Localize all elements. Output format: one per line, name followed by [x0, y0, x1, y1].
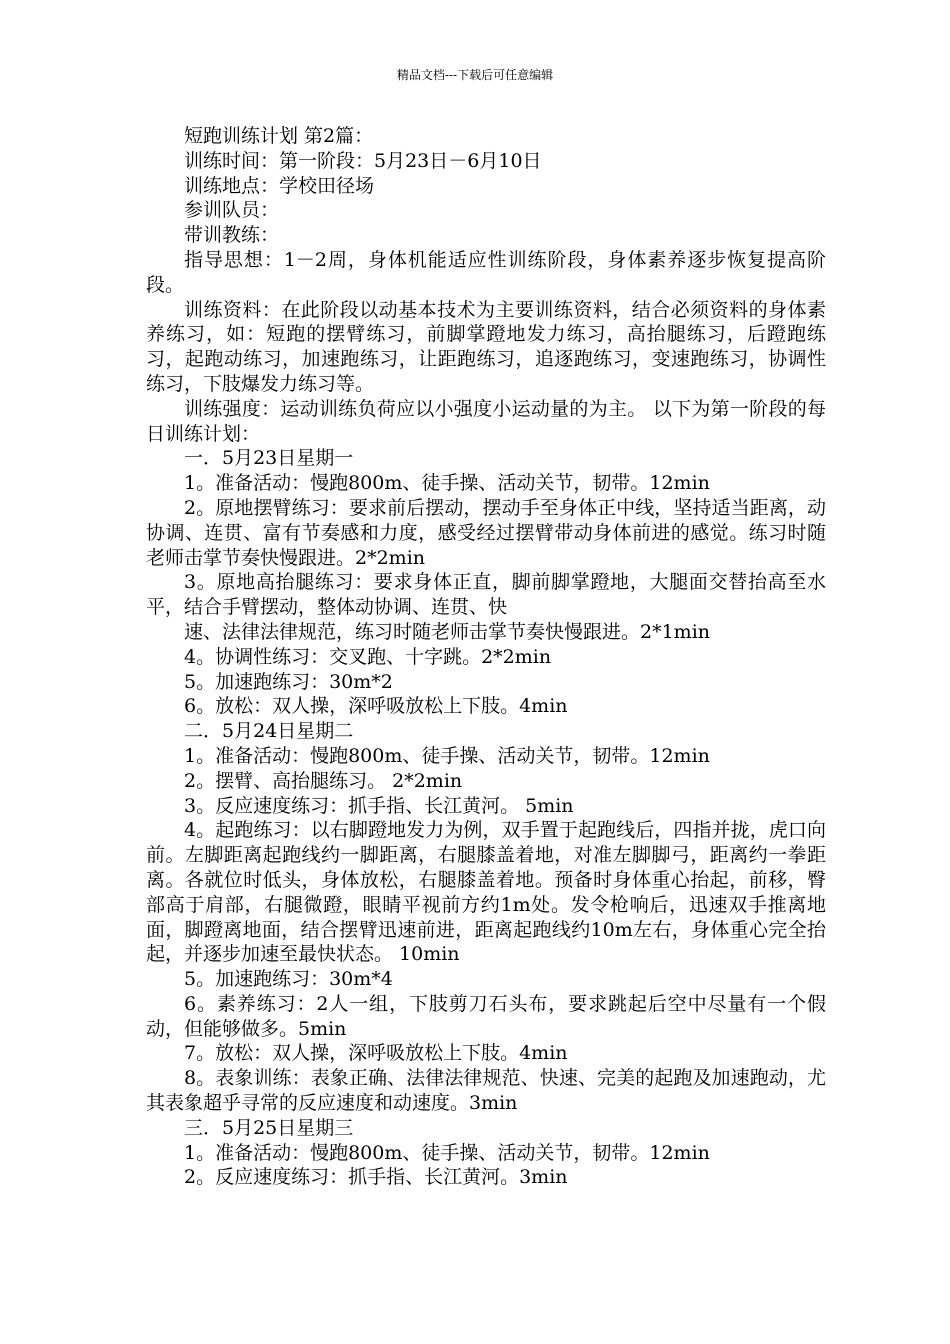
list-item: 1。准备活动：慢跑800m、徒手操、活动关节，韧带。12min	[184, 744, 710, 767]
list-item: 4。协调性练习：交叉跑、十字跳。2*2min	[184, 645, 552, 668]
list-item: 8。表象训练：表象正确、法律法律规范、快速、完美的起跑及加速跑动，尤其表象超乎寻常的反应速度和动速度。3min	[146, 1067, 826, 1115]
list-item: 5。加速跑练习：30m*4	[184, 968, 393, 991]
list-item: 6。放松：双人操，深呼吸放松上下肢。4min	[184, 695, 568, 718]
day-heading: 三．5月25日星期三	[184, 1116, 354, 1139]
doc-title: 短跑训练计划 第2篇：	[184, 125, 374, 147]
coach: 带训教练：	[184, 224, 280, 247]
list-item: 4。起跑练习：以右脚蹬地发力为例，双手置于起跑线后，四指并拢，虎口向前。左脚距离起跑线约一脚距离，右腿膝盖着地，对准左脚脚弓，距离约一拳距离。各就位时低头，身体放松，右腿膝盖着地。预备时身体重心抬起，前移，臀部高于肩部，右腿微蹬，眼睛平视前方约1m处。发令枪响后，迅速双手推离地面，脚蹬离地面，结合摆臂迅速前进，距离起跑线约10m左右，身体重心完全抬起，并逐步加速至最快状态。 10min	[146, 819, 826, 966]
list-item: 速、法律法律规范，练习时随老师击掌节奏快慢跟进。2*1min	[184, 620, 711, 643]
guiding-idea: 指导思想：1－2周，身体机能适应性训练阶段，身体素养逐步恢复提高阶段。	[146, 248, 826, 296]
list-item: 3。反应速度练习：抓手指、长江黄河。 5min	[184, 794, 574, 817]
list-item: 2。反应速度练习：抓手指、长江黄河。3min	[184, 1166, 568, 1189]
list-item: 1。准备活动：慢跑800m、徒手操、活动关节，韧带。12min	[184, 472, 710, 495]
list-item: 2。原地摆臂练习：要求前后摆动，摆动手至身体正中线，坚持适当距离，动协调、连贯、富有节奏感和力度，感受经过摆臂带动身体前进的感觉。练习时随老师击掌节奏快慢跟进。2*2min	[146, 496, 826, 569]
list-item: 7。放松：双人操，深呼吸放松上下肢。4min	[184, 1042, 568, 1065]
list-item: 2。摆臂、高抬腿练习。 2*2min	[184, 769, 463, 792]
training-time: 训练时间：第一阶段：5月23日－6月10日	[184, 149, 542, 172]
training-location: 训练地点：学校田径场	[184, 174, 375, 197]
list-item: 3。原地高抬腿练习：要求身体正直，脚前脚掌蹬地，大腿面交替抬高至水平，结合手臂摆动，整体动协调、连贯、快	[146, 571, 826, 619]
training-intensity: 训练强度：运动训练负荷应以小强度小运动量的为主。 以下为第一阶段的每日训练计划：	[146, 397, 826, 445]
day-heading: 二．5月24日星期二	[184, 720, 354, 743]
training-content: 训练资料：在此阶段以动基本技术为主要训练资料，结合必须资料的身体素养练习，如：短跑的摆臂练习，前脚掌蹬地发力练习，高抬腿练习，后蹬跑练习，起跑动练习，加速跑练习，让距跑练习，追逐跑练习，变速跑练习，协调性练习，下肢爆发力练习等。	[146, 298, 826, 395]
list-item: 6。素养练习：2人一组，下肢剪刀石头布，要求跳起后空中尽量有一个假动，但能够做多。5min	[146, 992, 826, 1040]
participants: 参训队员：	[184, 199, 280, 222]
list-item: 1。准备活动：慢跑800m、徒手操、活动关节，韧带。12min	[184, 1141, 710, 1164]
document-body	[146, 124, 826, 1190]
page-header: 精品文档---下载后可任意编辑	[396, 68, 554, 82]
day-heading: 一．5月23日星期一	[184, 447, 354, 470]
list-item: 5。加速跑练习：30m*2	[184, 670, 393, 693]
